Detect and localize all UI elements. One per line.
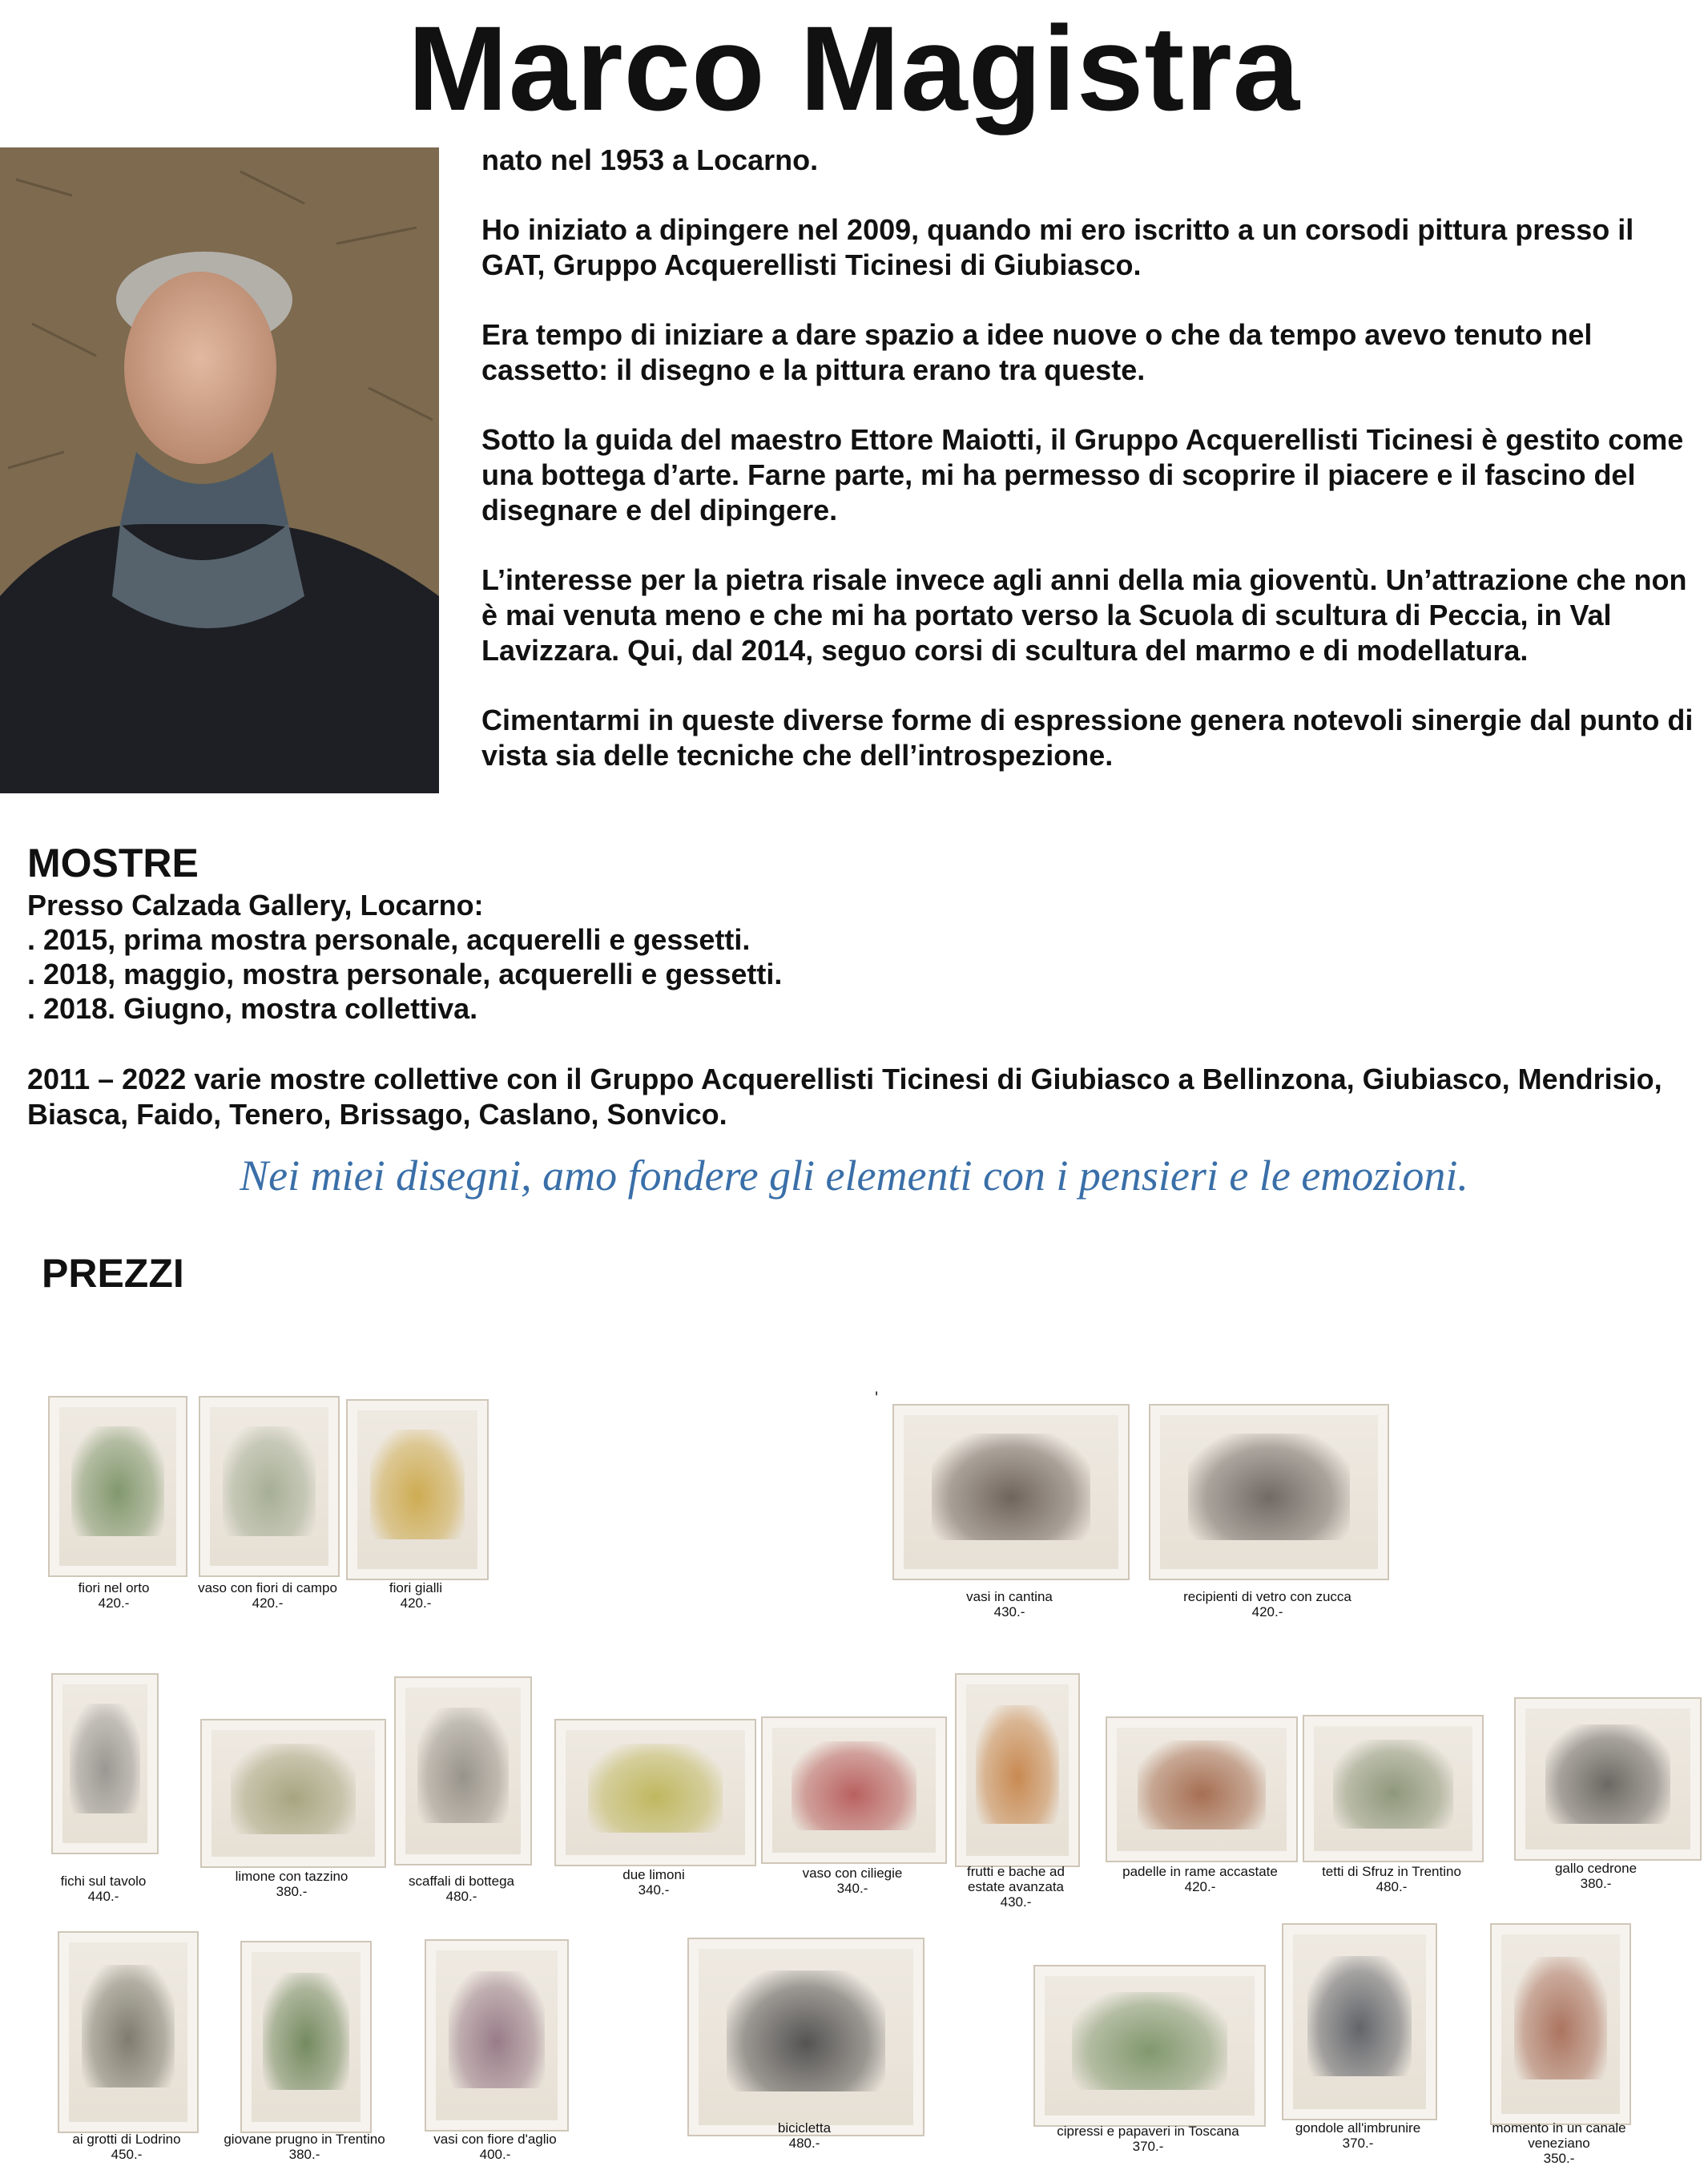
artwork-title: fiori nel orto xyxy=(78,1580,150,1595)
artwork-price: 480.- xyxy=(445,1889,477,1904)
artwork-motif xyxy=(1307,1956,1411,2076)
prezzi-heading: PREZZI xyxy=(42,1251,184,1296)
artwork-image xyxy=(1490,1923,1631,2125)
artwork-motif xyxy=(1333,1740,1454,1829)
artwork-price: 480.- xyxy=(1376,1879,1408,1894)
artwork-title: momento in un canale veneziano xyxy=(1492,2120,1626,2151)
artwork-image xyxy=(554,1719,756,1866)
artwork-caption xyxy=(46,2132,207,2162)
mostre-line: . 2015, prima mostra personale, acquerelli e gessetti. xyxy=(27,923,751,956)
artwork-motif xyxy=(1188,1434,1349,1541)
artwork-image xyxy=(48,1396,187,1577)
artwork-motif xyxy=(932,1434,1091,1541)
artwork-caption xyxy=(1299,1864,1484,1894)
artwork-caption xyxy=(211,1869,372,1899)
bio-paragraph: nato nel 1953 a Locarno. xyxy=(481,143,819,176)
artwork-title: bicicletta xyxy=(777,2120,832,2136)
artwork-price: 420.- xyxy=(1251,1604,1283,1619)
artwork-price: 430.- xyxy=(993,1604,1025,1619)
bio-paragraph: Sotto la guida del maestro Ettore Maiotti, il Gruppo Acquerellisti Ticinesi è gestito come una bottega d’arte. Farne parte, mi ha permesso di scoprire il piacere e il fascino del disegnare e del dipingere. xyxy=(481,423,1684,526)
bio-paragraph: Cimentarmi in queste diverse forme di espressione genera notevoli sinergie dal punto di vista sia delle tecniche che dell’introspezione. xyxy=(481,704,1694,772)
artwork-price: 350.- xyxy=(1543,2151,1575,2166)
artwork-title: limone con tazzino xyxy=(235,1869,348,1884)
mostre-heading: MOSTRE xyxy=(27,841,199,885)
bio-paragraph: Ho iniziato a dipingere nel 2009, quando mi ero iscritto a un corsodi pittura presso il GAT, Gruppo Acquerellisti Ticinesi di Giubiasco. xyxy=(481,213,1634,281)
artwork-caption xyxy=(1044,2124,1252,2154)
artwork-title: giovane prugno in Trentino xyxy=(224,2132,385,2147)
portrait-illustration xyxy=(0,147,439,793)
artwork-caption xyxy=(216,2132,393,2162)
artwork-image xyxy=(1033,1965,1266,2127)
artwork-title: scaffali di bottega xyxy=(409,1874,514,1889)
artwork-price: 380.- xyxy=(1580,1876,1612,1891)
artwork-price: 400.- xyxy=(479,2147,511,2162)
artwork-caption xyxy=(336,1580,496,1611)
biography xyxy=(481,143,1703,808)
artwork-title: frutti e bache ad estate avanzata xyxy=(967,1864,1065,1894)
artwork-motif xyxy=(1072,1992,1227,2091)
artwork-caption xyxy=(23,1874,183,1904)
artwork-title: cipressi e papaveri in Toscana xyxy=(1057,2124,1239,2139)
bio-paragraph: Era tempo di iniziare a dare spazio a idee nuove o che da tempo avevo tenuto nel cassetto: il disegno e la pittura erano tra queste. xyxy=(481,318,1593,386)
artwork-image xyxy=(955,1673,1080,1867)
artwork-price: 480.- xyxy=(788,2136,820,2151)
artwork-motif xyxy=(417,1708,509,1823)
artwork-title: tetti di Sfruz in Trentino xyxy=(1322,1864,1461,1879)
artwork-caption xyxy=(913,1589,1106,1619)
artwork-caption xyxy=(1147,1589,1388,1619)
artwork-price: 420.- xyxy=(400,1595,432,1611)
artwork-motif xyxy=(976,1705,1058,1824)
mostre-list xyxy=(27,888,782,1026)
artwork-motif xyxy=(82,1965,175,2088)
artwork-motif xyxy=(71,1426,164,1537)
artwork-title: recipienti di vetro con zucca xyxy=(1183,1589,1351,1604)
artwork-price: 370.- xyxy=(1342,2136,1374,2151)
mostre-line: . 2018. Giugno, mostra collettiva. xyxy=(27,992,478,1025)
artwork-motif xyxy=(792,1741,916,1831)
artwork-image xyxy=(200,1719,386,1868)
artwork-caption xyxy=(574,1867,734,1898)
artwork-motif xyxy=(588,1744,723,1833)
artwork-motif xyxy=(449,1971,545,2088)
bio-paragraph: L’interesse per la pietra risale invece agli anni della mia gioventù. Un’attrazione che non è mai venuta meno e che mi ha portato verso la Scuola di scultura di Peccia, in Val Lavizzara. Qui, dal 2014, seguo corsi di scultura del marmo e di modellatura. xyxy=(481,563,1687,667)
artwork-price: 340.- xyxy=(836,1881,868,1896)
artwork-title: ai grotti di Lodrino xyxy=(72,2132,181,2147)
artwork-motif xyxy=(223,1426,316,1537)
artist-quote: Nei miei disegni, amo fondere gli elementi con i pensieri e le emozioni. xyxy=(240,1152,1468,1200)
mostre-line: Presso Calzada Gallery, Locarno: xyxy=(27,889,484,922)
artwork-title: fichi sul tavolo xyxy=(60,1874,147,1889)
artwork-motif xyxy=(70,1704,140,1814)
collective-exhibitions: 2011 – 2022 varie mostre collettive con il Gruppo Acquerellisti Ticinesi di Giubiasco a Bellinzona, Giubiasco, Mendrisio, Biasca, Faido, Tenero, Brissago, Caslano, Sonvico. xyxy=(27,1063,1662,1131)
artwork-title: vaso con ciliegie xyxy=(802,1866,903,1881)
artwork-caption xyxy=(34,1580,194,1611)
artwork-caption xyxy=(415,2132,575,2162)
artwork-image xyxy=(240,1941,372,2133)
artist-portrait xyxy=(0,147,439,793)
artwork-motif xyxy=(1138,1740,1266,1829)
artwork-price: 370.- xyxy=(1132,2139,1164,2154)
artwork-price: 420.- xyxy=(1184,1879,1216,1894)
artwork-price: 420.- xyxy=(98,1595,130,1611)
artwork-motif xyxy=(727,1970,886,2091)
artwork-motif xyxy=(1514,1957,1608,2080)
artwork-motif xyxy=(231,1744,355,1834)
artwork-image xyxy=(58,1931,199,2133)
artwork-image xyxy=(51,1673,159,1854)
artwork-caption xyxy=(952,1864,1080,1910)
artwork-image xyxy=(1106,1716,1298,1862)
artwork-image xyxy=(687,1938,924,2136)
artwork-price: 430.- xyxy=(1000,1894,1032,1910)
artwork-image xyxy=(425,1939,569,2132)
artwork-price: 340.- xyxy=(638,1882,670,1898)
artwork-title: padelle in rame accastate xyxy=(1122,1864,1278,1879)
artwork-title: gondole all'imbrunire xyxy=(1295,2120,1421,2136)
artwork-caption xyxy=(381,1874,542,1904)
artwork-title: vasi con fiore d'aglio xyxy=(433,2132,557,2147)
artwork-caption xyxy=(1516,1861,1676,1891)
artwork-price: 380.- xyxy=(276,1884,308,1899)
artwork-motif xyxy=(263,1973,350,2090)
artwork-motif xyxy=(370,1430,465,1540)
artwork-image xyxy=(1303,1715,1484,1862)
artwork-price: 450.- xyxy=(111,2147,143,2162)
artwork-title: gallo cedrone xyxy=(1554,1861,1638,1876)
artwork-price: 440.- xyxy=(87,1889,119,1904)
artwork-title: vasi in cantina xyxy=(966,1589,1053,1604)
artwork-title: fiori gialli xyxy=(389,1580,443,1595)
stray-mark: ' xyxy=(875,1388,879,1408)
artwork-motif xyxy=(1545,1724,1670,1824)
artwork-image xyxy=(199,1396,340,1577)
artwork-image xyxy=(761,1716,947,1864)
artwork-caption xyxy=(187,1580,348,1611)
artwork-image xyxy=(892,1404,1130,1580)
artwork-caption xyxy=(724,2120,884,2151)
page-title: Marco Magistra xyxy=(407,1,1301,135)
artwork-image xyxy=(346,1399,489,1580)
artwork-caption xyxy=(1278,2120,1438,2151)
artwork-image xyxy=(394,1676,532,1866)
artwork-image xyxy=(1282,1923,1437,2120)
artwork-caption xyxy=(772,1866,933,1896)
artwork-caption xyxy=(1112,1864,1288,1894)
artwork-image xyxy=(1514,1697,1702,1861)
artwork-price: 420.- xyxy=(252,1595,284,1611)
artwork-price: 380.- xyxy=(288,2147,320,2162)
mostre-line: . 2018, maggio, mostra personale, acquerelli e gessetti. xyxy=(27,958,783,990)
artwork-caption xyxy=(1463,2120,1655,2166)
artwork-image xyxy=(1149,1404,1389,1580)
artwork-title: due limoni xyxy=(622,1867,685,1882)
artwork-title: vaso con fiori di campo xyxy=(198,1580,337,1595)
